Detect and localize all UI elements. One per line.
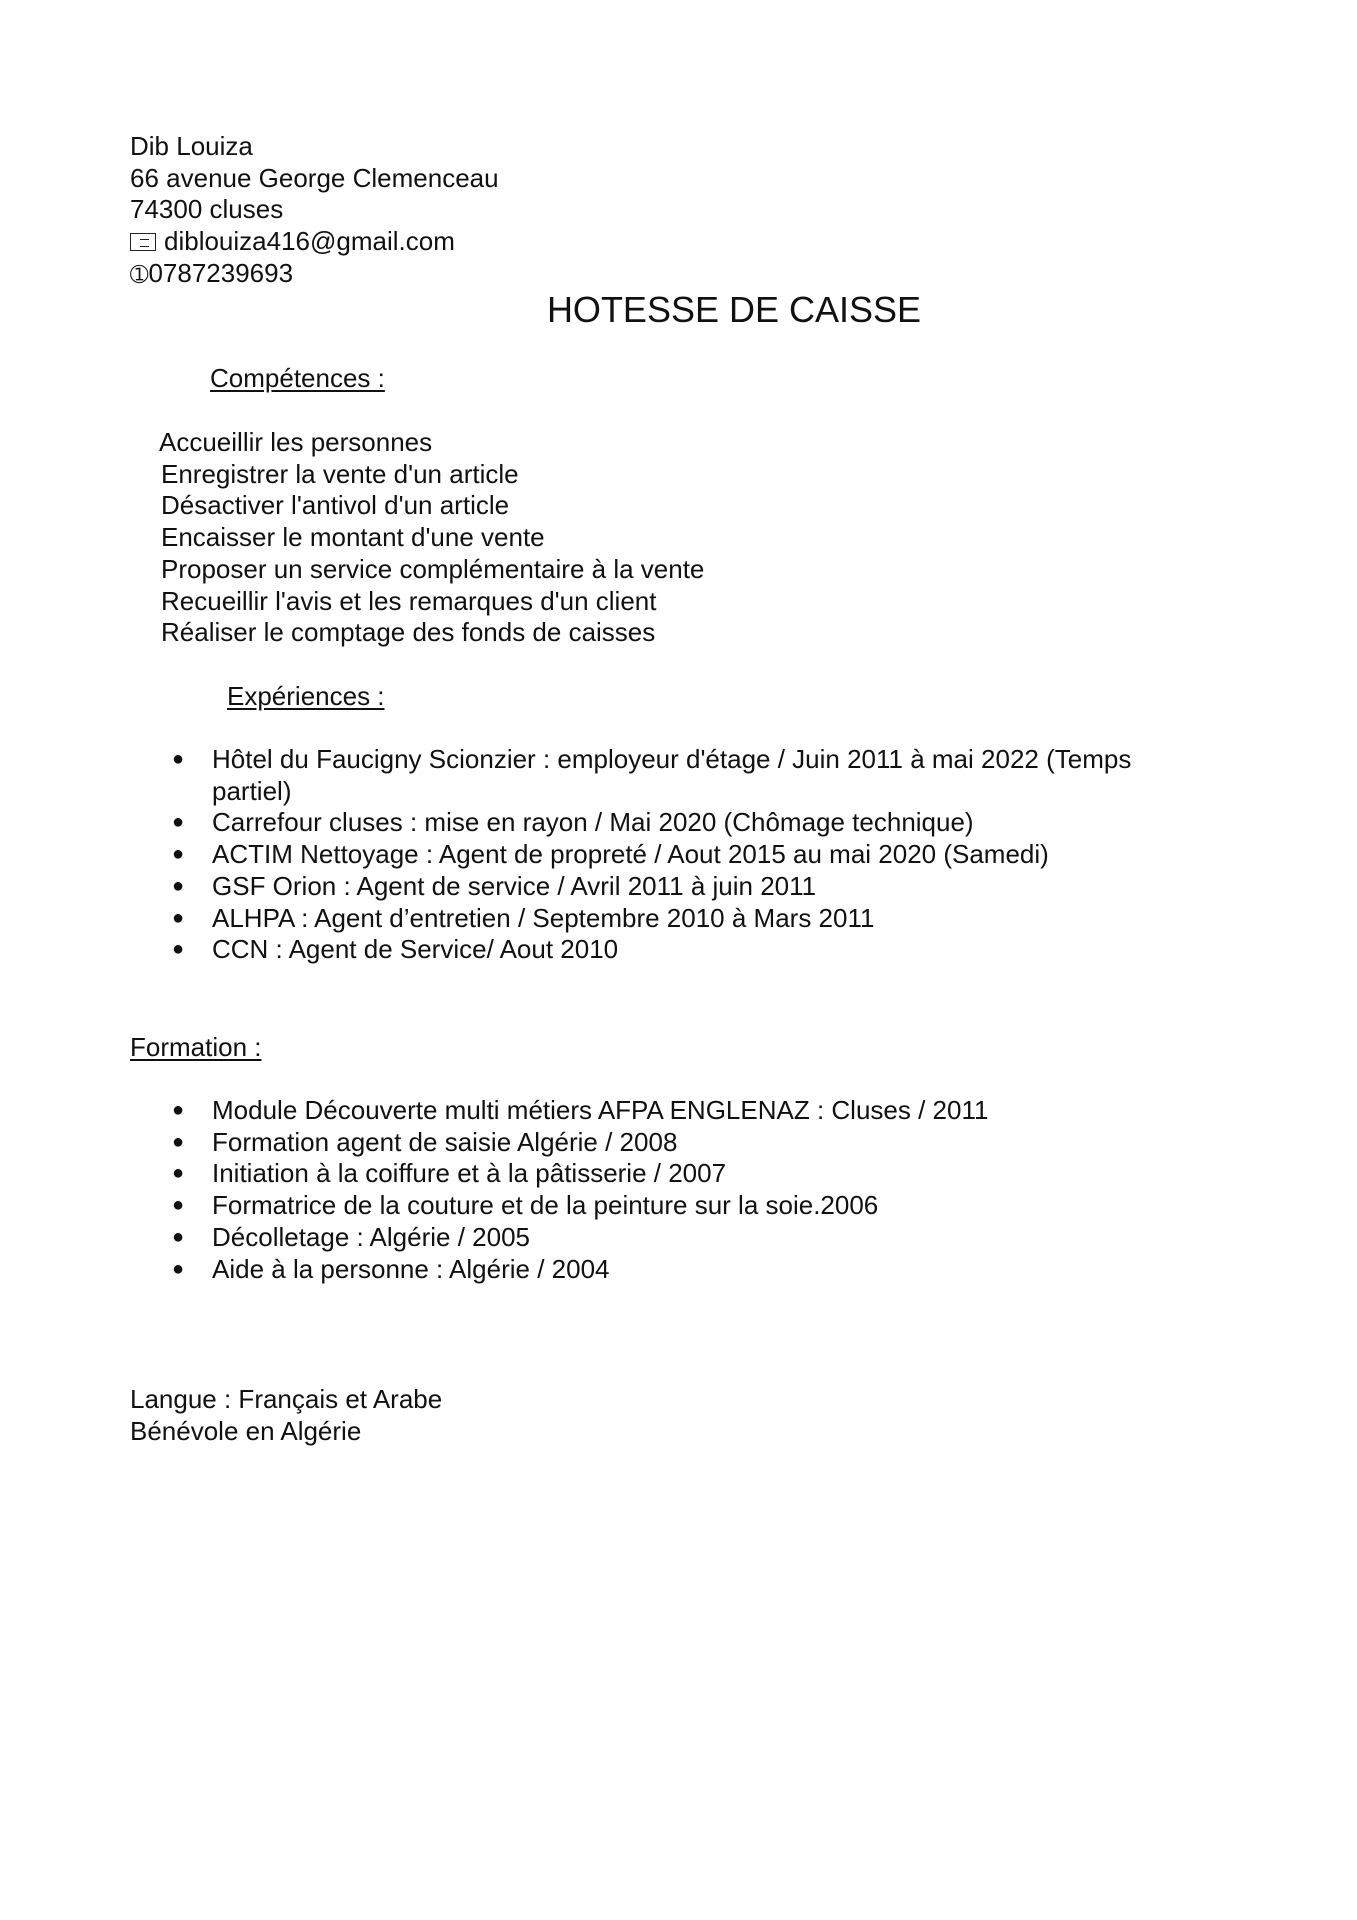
bullet-icon: ● [172,843,185,866]
contact-email-line [130,226,499,258]
langue: Langue : Français et Arabe [130,1384,443,1414]
contact-email: diblouiza416@gmail.com [164,226,455,257]
envelope-icon [130,233,156,251]
competences-list [161,427,704,649]
bullet-icon: ● [172,1130,185,1153]
formation-list [172,1095,1212,1285]
experiences-heading: Expériences : [227,681,385,711]
formation-heading: Formation : [130,1032,262,1062]
experience-item [172,807,1212,839]
competence-item: Accueillir les personnes [159,427,433,457]
formation-text: Formatrice de la couture et de la peinture sur la soie.2006 [212,1190,879,1221]
experience-text: GSF Orion : Agent de service / Avril 2011 à juin 2011 [212,870,817,901]
bullet-icon: ● [172,906,185,929]
experience-text: CCN : Agent de Service/ Aout 2010 [212,934,619,965]
experiences-list [172,744,1212,966]
formation-item [172,1221,1212,1254]
formation-text: Décolletage : Algérie / 2005 [212,1221,530,1252]
experience-text: Hôtel du Faucigny Scionzier : employeur d'étage / Juin 2011 à mai 2022 (Temps partiel) [212,744,1132,806]
formation-item [172,1126,1212,1159]
bullet-icon: ● [172,874,185,897]
benevole: Bénévole en Algérie [130,1415,362,1446]
page-title: HOTESSE DE CAISSE [546,289,922,330]
experience-text: ACTIM Nettoyage : Agent de propreté / Aout 2015 au mai 2020 (Samedi) [212,839,1049,870]
competence-item: Désactiver l'antivol d'un article [161,490,510,521]
formation-item [172,1190,1212,1222]
experience-item [172,744,1212,807]
contact-block [130,131,499,291]
formation-text: Aide à la personne : Algérie / 2004 [212,1253,610,1284]
bullet-icon: ● [172,811,185,834]
formation-item [172,1253,1212,1286]
phone-icon: ➀ [130,261,149,287]
contact-city: 74300 cluses [130,194,284,225]
formation-text: Module Découverte multi métiers AFPA ENGLENAZ : Cluses / 2011 [212,1095,989,1125]
competences-heading: Compétences : [210,363,385,393]
competence-item: Enregistrer la vente d'un article [161,458,519,489]
bullet-icon: ● [172,1257,185,1280]
experience-item [172,870,1212,903]
bullet-icon: ● [172,1225,185,1248]
bullet-icon: ● [172,1099,185,1121]
formation-item [172,1095,1212,1127]
experience-item [172,934,1212,966]
formation-item [172,1158,1212,1190]
contact-phone: 0787239693 [148,257,294,288]
competence-item: Recueillir l'avis et les remarques d'un client [161,585,657,616]
formation-text: Initiation à la coiffure et à la pâtisserie / 2007 [212,1158,727,1189]
bullet-icon: ● [172,938,185,961]
formation-text: Formation agent de saisie Algérie / 2008 [212,1126,678,1157]
experience-text: Carrefour cluses : mise en rayon / Mai 2020 (Chômage technique) [212,807,974,838]
contact-name: Dib Louiza [130,131,253,161]
bullet-icon: ● [172,1194,185,1217]
competence-item: Proposer un service complémentaire à la vente [161,553,705,584]
bullet-icon: ● [172,748,185,770]
competence-item: Encaisser le montant d'une vente [161,522,545,553]
experience-item [172,902,1212,935]
experience-item [172,839,1212,871]
contact-address: 66 avenue George Clemenceau [130,162,499,193]
bullet-icon: ● [172,1162,185,1185]
competence-item: Réaliser le comptage des fonds de caisses [161,617,656,648]
experience-text: ALHPA : Agent d’entretien / Septembre 2010 à Mars 2011 [212,902,875,933]
extra-block [130,1384,442,1447]
